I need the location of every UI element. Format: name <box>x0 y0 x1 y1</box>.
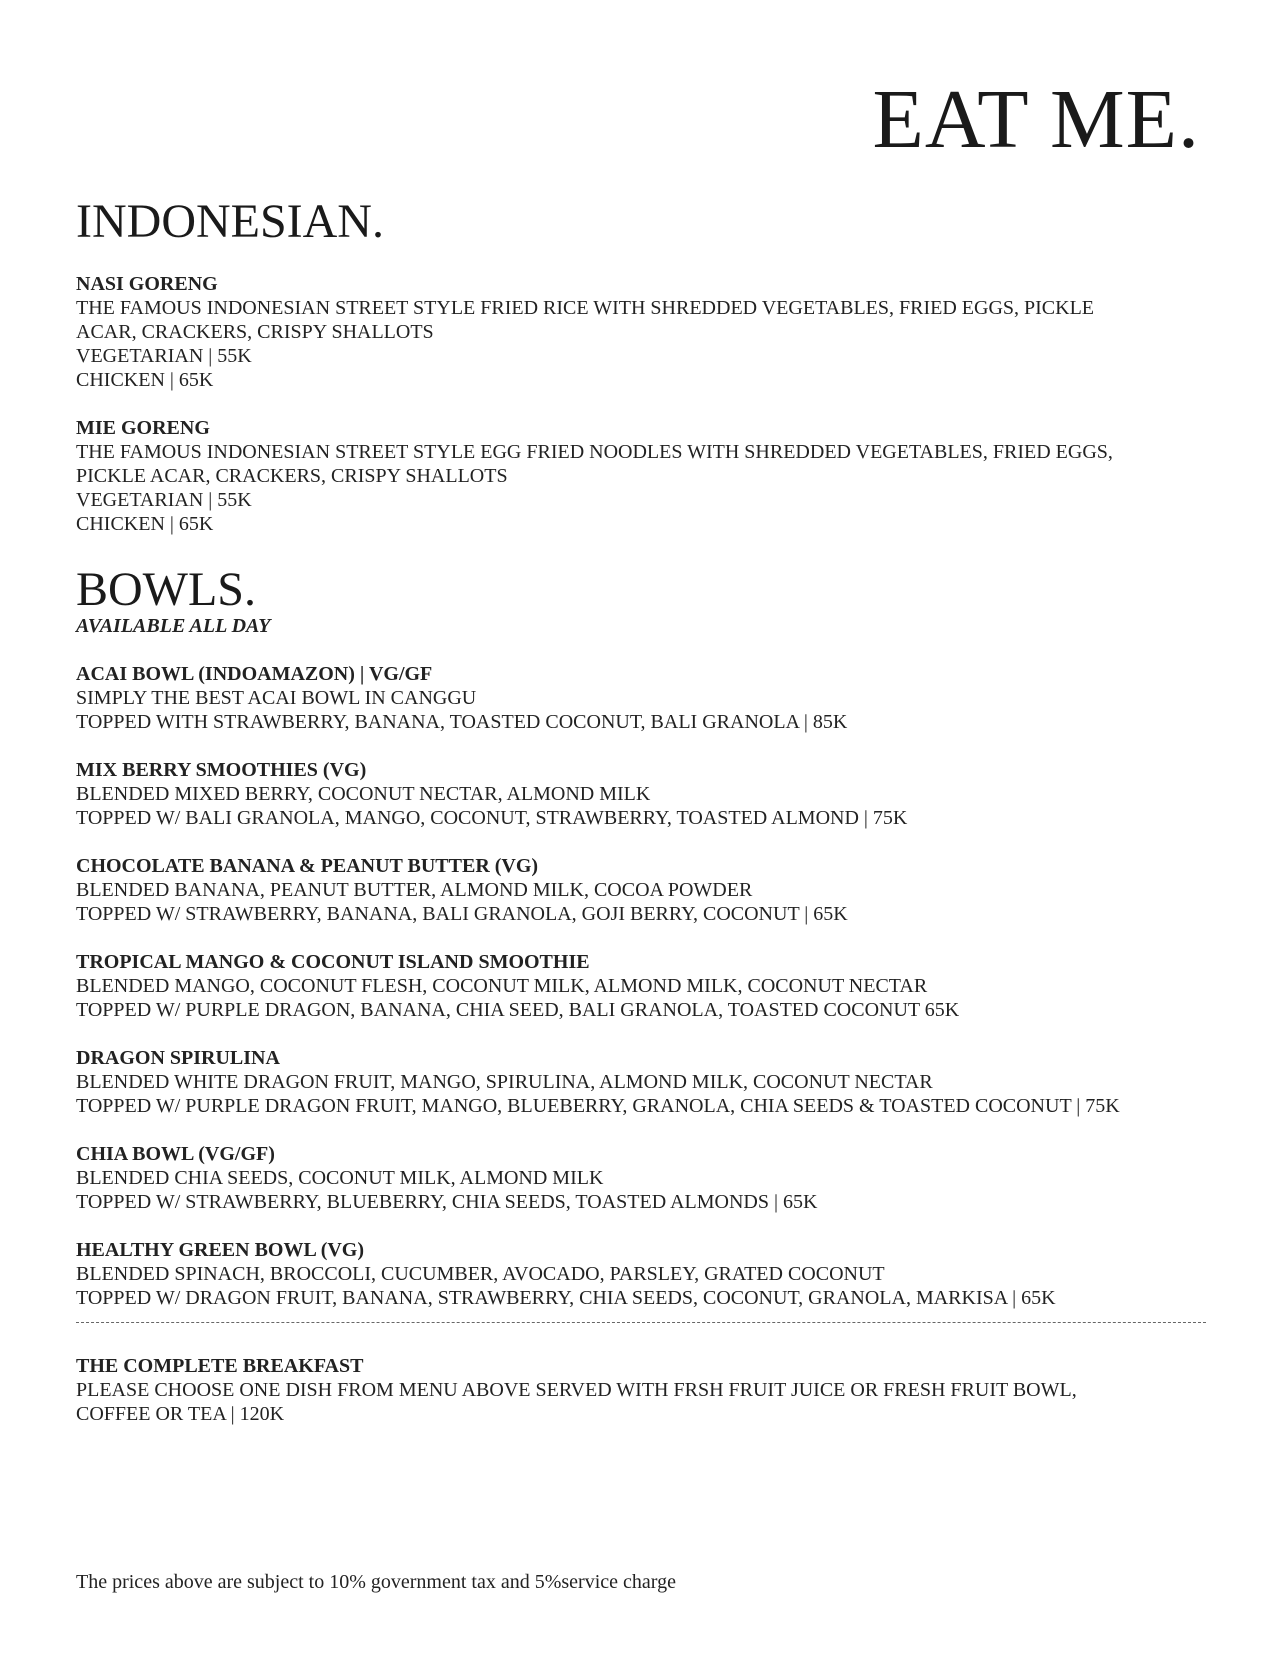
item-description: BLENDED WHITE DRAGON FRUIT, MANGO, SPIRULINA, ALMOND MILK, COCONUT NECTAR <box>76 1071 933 1093</box>
section-title-indonesian: INDONESIAN. <box>76 195 384 248</box>
dashed-divider <box>76 1322 1206 1323</box>
menu-item <box>76 1046 1206 1118</box>
breakfast-section <box>76 1354 1206 1450</box>
menu-item <box>76 272 1206 392</box>
item-description: SIMPLY THE BEST ACAI BOWL IN CANGGU <box>76 687 477 709</box>
item-price: VEGETARIAN | 55K <box>76 489 252 511</box>
item-name: CHOCOLATE BANANA & PEANUT BUTTER (VG) <box>76 855 539 877</box>
menu-item <box>76 854 1206 926</box>
item-description: TOPPED W/ DRAGON FRUIT, BANANA, STRAWBERRY, CHIA SEEDS, COCONUT, GRANOLA, MARKISA | 65K <box>76 1287 1056 1309</box>
section-title-bowls: BOWLS. <box>76 563 256 616</box>
brand-title: EAT ME. <box>872 73 1200 166</box>
item-description: PICKLE ACAR, CRACKERS, CRISPY SHALLOTS <box>76 465 508 487</box>
menu-item <box>76 758 1206 830</box>
tax-note: The prices above are subject to 10% government tax and 5%service charge <box>76 1571 676 1593</box>
item-description: TOPPED W/ BALI GRANOLA, MANGO, COCONUT, STRAWBERRY, TOASTED ALMOND | 75K <box>76 807 908 829</box>
menu-item <box>76 416 1206 536</box>
item-description: PLEASE CHOOSE ONE DISH FROM MENU ABOVE SERVED WITH FRSH FRUIT JUICE OR FRESH FRUIT BOWL, <box>76 1379 1077 1401</box>
item-description: TOPPED W/ PURPLE DRAGON, BANANA, CHIA SEED, BALI GRANOLA, TOASTED COCONUT 65K <box>76 999 960 1021</box>
menu-item <box>76 1354 1206 1426</box>
item-description: ACAR, CRACKERS, CRISPY SHALLOTS <box>76 321 434 343</box>
item-price: CHICKEN | 65K <box>76 513 214 535</box>
item-description: BLENDED SPINACH, BROCCOLI, CUCUMBER, AVOCADO, PARSLEY, GRATED COCONUT <box>76 1263 885 1285</box>
item-name: NASI GORENG <box>76 273 218 295</box>
item-name: HEALTHY GREEN BOWL (VG) <box>76 1239 365 1261</box>
indonesian-items <box>76 272 1206 560</box>
item-description: THE FAMOUS INDONESIAN STREET STYLE EGG FRIED NOODLES WITH SHREDDED VEGETABLES, FRIED EGGS, <box>76 441 1113 463</box>
item-description: TOPPED W/ PURPLE DRAGON FRUIT, MANGO, BLUEBERRY, GRANOLA, CHIA SEEDS & TOASTED COCONUT | 75K <box>76 1095 1120 1117</box>
menu-item <box>76 662 1206 734</box>
item-description: TOPPED WITH STRAWBERRY, BANANA, TOASTED COCONUT, BALI GRANOLA | 85K <box>76 711 848 733</box>
menu-item <box>76 1238 1206 1310</box>
item-name: TROPICAL MANGO & COCONUT ISLAND SMOOTHIE <box>76 951 590 973</box>
item-name: DRAGON SPIRULINA <box>76 1047 280 1069</box>
item-description: BLENDED CHIA SEEDS, COCONUT MILK, ALMOND MILK <box>76 1167 604 1189</box>
item-description: TOPPED W/ STRAWBERRY, BANANA, BALI GRANOLA, GOJI BERRY, COCONUT | 65K <box>76 903 848 925</box>
item-name: ACAI BOWL (INDOAMAZON) | VG/GF <box>76 663 433 685</box>
item-name: MIX BERRY SMOOTHIES (VG) <box>76 759 367 781</box>
item-description: BLENDED BANANA, PEANUT BUTTER, ALMOND MILK, COCOA POWDER <box>76 879 753 901</box>
menu-item <box>76 950 1206 1022</box>
bowls-items <box>76 662 1206 1334</box>
item-description: COFFEE OR TEA | 120K <box>76 1403 285 1425</box>
item-name: THE COMPLETE BREAKFAST <box>76 1355 364 1377</box>
bowls-availability: AVAILABLE ALL DAY <box>76 615 271 637</box>
item-description: TOPPED W/ STRAWBERRY, BLUEBERRY, CHIA SEEDS, TOASTED ALMONDS | 65K <box>76 1191 818 1213</box>
item-price: VEGETARIAN | 55K <box>76 345 252 367</box>
item-description: BLENDED MANGO, COCONUT FLESH, COCONUT MILK, ALMOND MILK, COCONUT NECTAR <box>76 975 928 997</box>
menu-item <box>76 1142 1206 1214</box>
item-description: BLENDED MIXED BERRY, COCONUT NECTAR, ALMOND MILK <box>76 783 651 805</box>
item-name: CHIA BOWL (VG/GF) <box>76 1143 275 1165</box>
item-price: CHICKEN | 65K <box>76 369 214 391</box>
item-description: THE FAMOUS INDONESIAN STREET STYLE FRIED RICE WITH SHREDDED VEGETABLES, FRIED EGGS, PICKLE <box>76 297 1095 319</box>
item-name: MIE GORENG <box>76 417 210 439</box>
